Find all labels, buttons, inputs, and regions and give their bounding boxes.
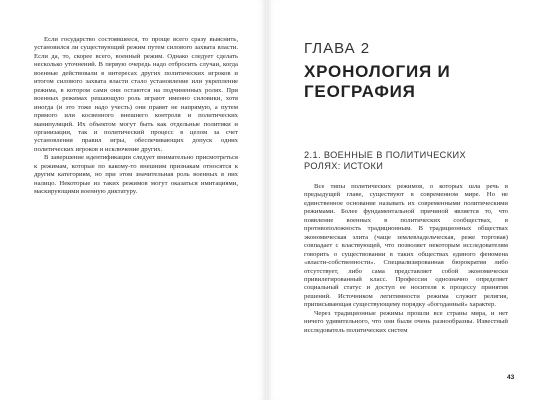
chapter-label: ГЛАВА 2 (304, 40, 371, 57)
right-page (267, 0, 533, 400)
chapter-title: ХРОНОЛОГИЯ И ГЕОГРАФИЯ (304, 62, 451, 101)
section-heading: 2.1. ВОЕННЫЕ В ПОЛИТИЧЕСКИХ РОЛЯХ: ИСТОКИ (304, 150, 467, 171)
right-paragraph-2: Через традиционные режимы прошли все страны мира, и нет ничего удивительного, что они были очень разнообразны. Известный исследователь политических систем (304, 309, 508, 334)
left-paragraph-1: Если государство состоявшееся, то проще всего сразу выяснить, установился ли существующий режим путем силового захвата власти. Если да, то, скорее всего, военный режим. Однако следует сделать несколько уточнений. В первую очередь надо отбросить случаи, когда военные действовали в интересах других политических игроков и итогом силового захвата власти стало установление или укрепление режима, в котором сами они остаются на подчиненных ролях. При военных режимах решающую роль играют именно силовики, хотя иногда (и это тоже надо учесть) они правят не напрямую, а путем прямого или косвенного внешнего контроля и политических манипуляций. Их объектом могут быть как отдельные политики и организации, так и политический процесс в целом за счет установления правил игры, обеспечивающих допуск одних политических игроков и исключение других. (34, 36, 238, 153)
right-page-body (304, 183, 508, 335)
left-page-body (34, 36, 238, 197)
right-paragraph-1: Все типы политических режимов, о которых шла речь в предыдущей главе, существуют в современном мире. Но не единственное основание называть их современными политическими режимами. Более фундаментальной причиной является то, что появление военных в политических сообществах, в противоположность традиционным. В традиционных обществах экономическая элита (чаще землевладельческая, реже торговая) совпадает с властвующей, что позволяет некоторым исследователям говорить о существовании в таких обществах единого феномена «власти-собственности». Специализированная бюрократия либо отсутствует, либо сама представляет собой экономически привилегированный класс. Профессия однозначно определяет социальный статус и доступ ее носителя к процессу принятия решений. Источником легитимности режима служит религия, приписывающая существующему порядку «богоданный» характер. (304, 183, 508, 309)
left-page (0, 0, 266, 400)
left-paragraph-2: В завершение идентификации следует внимательно присмотреться к режимам, которые по какому-то внешним признакам относятся к другим категориям, но при этом значительная роль военных в них налицо. Некоторые из таких режимов могут оказаться имитациями, маскирующими военную диктатуру. (34, 154, 238, 196)
page-number: 43 (507, 374, 515, 381)
